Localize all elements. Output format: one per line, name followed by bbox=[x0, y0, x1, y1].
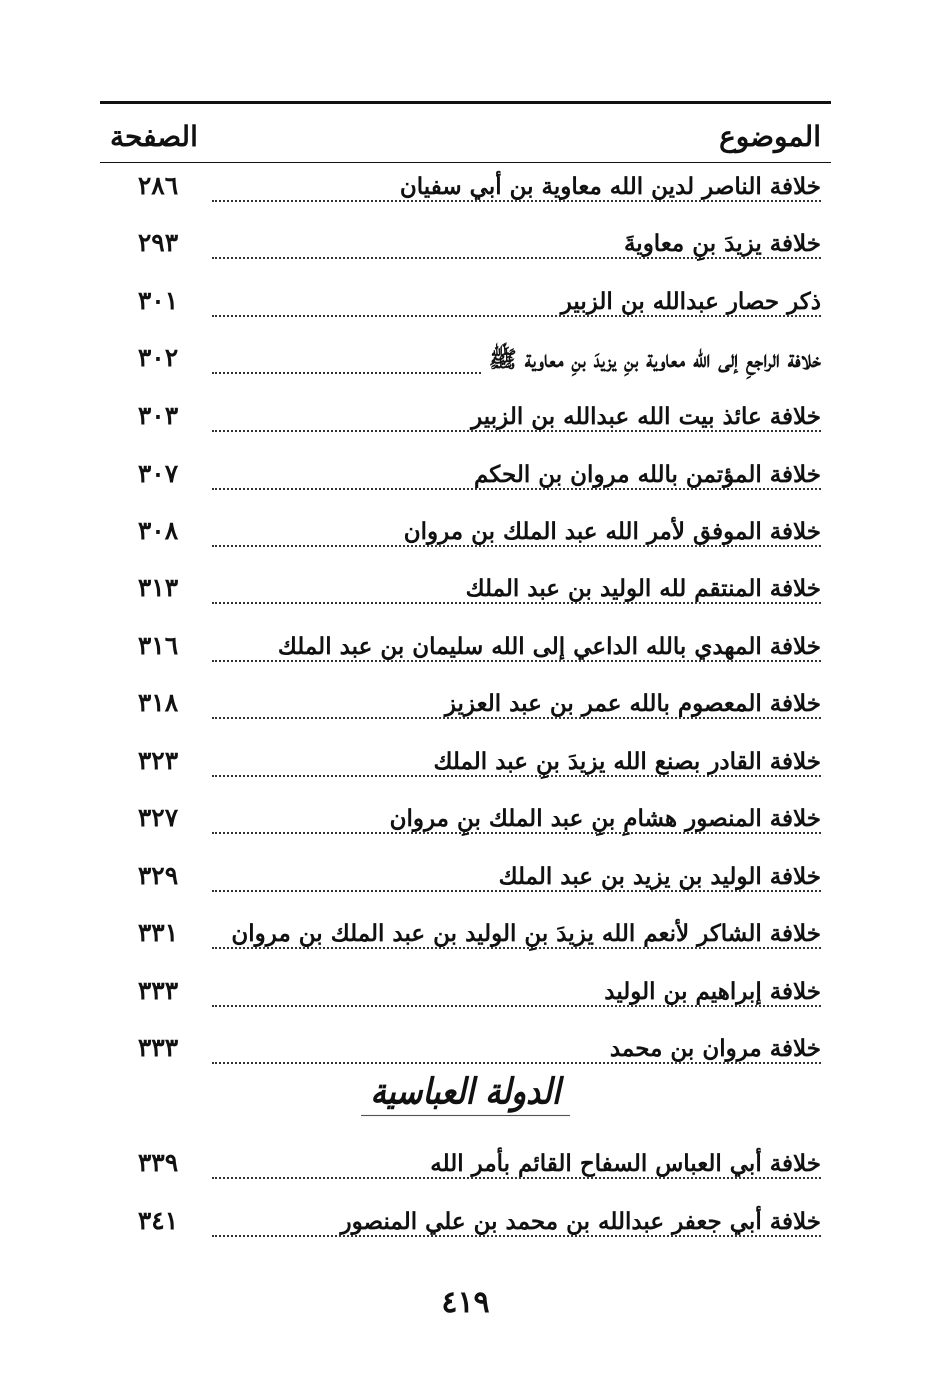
dot-leader bbox=[212, 488, 821, 490]
toc-page-number: ٣٣٩ bbox=[137, 1148, 179, 1177]
toc-title: خلافة الشاكر لأنعم الله يزيدَ بنِ الوليد بن عبد الملك بن مروان bbox=[223, 920, 821, 947]
toc-title: خلافة المنصور هشامِ بنِ عبد الملك بنِ مروان bbox=[382, 805, 821, 832]
toc-row bbox=[100, 912, 831, 962]
toc-page-number: ٣٣١ bbox=[137, 918, 179, 947]
toc-row bbox=[100, 1200, 831, 1250]
toc-title: خلافة الموفق لأمر الله عبد الملك بن مروان bbox=[396, 518, 821, 545]
toc-page-number: ٣١٦ bbox=[137, 631, 179, 660]
dot-leader bbox=[212, 602, 821, 604]
dot-leader bbox=[212, 947, 821, 949]
table-header bbox=[100, 112, 831, 163]
toc-row bbox=[100, 453, 831, 503]
toc-title: خلافة المنتقم لله الوليد بن عبد الملك bbox=[458, 575, 821, 602]
dot-leader bbox=[212, 1235, 821, 1237]
toc-row bbox=[100, 395, 831, 445]
toc-page-number: ٣٢٧ bbox=[137, 803, 179, 832]
section-heading bbox=[0, 1072, 931, 1113]
toc-page-number: ٢٨٦ bbox=[137, 171, 179, 200]
dot-leader bbox=[212, 545, 821, 547]
toc-row bbox=[100, 165, 831, 215]
toc-row bbox=[100, 797, 831, 847]
dot-leader bbox=[212, 1062, 821, 1064]
dot-leader bbox=[212, 315, 821, 317]
toc-title: ذكر حصار عبدالله بن الزبير bbox=[553, 288, 821, 315]
dot-leader bbox=[212, 1177, 821, 1179]
toc-title: خلافة الوليد بن يزيد بن عبد الملك bbox=[491, 863, 821, 890]
toc-title: خلافة المهدي بالله الداعي إلى الله سليمان بن عبد الملك bbox=[270, 633, 821, 660]
toc-page-number: ٣١٨ bbox=[137, 688, 179, 717]
topic-column-label: الموضوع bbox=[719, 120, 821, 153]
dot-leader bbox=[212, 832, 821, 834]
toc-row bbox=[100, 855, 831, 905]
toc-page-number: ٢٩٣ bbox=[137, 228, 179, 257]
dot-leader bbox=[212, 775, 821, 777]
dot-leader bbox=[212, 1005, 821, 1007]
toc-page-number: ٣٠١ bbox=[137, 286, 179, 315]
toc-page-number: ٣٣٣ bbox=[137, 1033, 179, 1062]
toc-row bbox=[100, 337, 831, 387]
dot-leader bbox=[212, 717, 821, 719]
toc-page-number: ٣٢٩ bbox=[137, 861, 179, 890]
dot-leader bbox=[212, 200, 821, 202]
top-rule bbox=[100, 101, 831, 104]
toc-title: خلافة المؤتمن بالله مروان بن الحكم bbox=[466, 461, 821, 488]
toc-title: خلافة يزيدَ بنِ معاويةَ bbox=[616, 230, 821, 257]
section-heading-text: الدولة العباسية bbox=[361, 1069, 571, 1116]
dot-leader bbox=[212, 430, 821, 432]
page-number: ٤١٩ bbox=[441, 1285, 490, 1320]
toc-row bbox=[100, 625, 831, 675]
toc-title: خلافة الناصر لدين الله معاوية بن أبي سفيان bbox=[392, 173, 821, 200]
toc-row bbox=[100, 280, 831, 330]
toc-page-number: ٣٣٣ bbox=[137, 976, 179, 1005]
toc-page-number: ٣٠٧ bbox=[137, 459, 179, 488]
toc-title: خلافة المعصوم بالله عمر بن عبد العزيز bbox=[437, 690, 821, 717]
dot-leader bbox=[212, 257, 821, 259]
toc-row bbox=[100, 682, 831, 732]
toc-page-number: ٣٠٢ bbox=[137, 343, 179, 372]
toc-title: خلافة إبراهيم بن الوليد bbox=[596, 978, 821, 1005]
toc-row bbox=[100, 1142, 831, 1192]
toc-title: خلافة أبي العباس السفاح القائم بأمر الله bbox=[422, 1150, 821, 1177]
toc-page-number: ٣٠٨ bbox=[137, 516, 179, 545]
dot-leader bbox=[212, 660, 821, 662]
toc-title: خلافة الراجعِ إلى الله معاوية بنِ يزيدَ بنِ معاوية ﷺ bbox=[481, 345, 821, 379]
dot-leader bbox=[212, 890, 821, 892]
toc-row bbox=[100, 970, 831, 1020]
toc-title: خلافة مروان بن محمد bbox=[602, 1035, 821, 1062]
toc-title: خلافة القادر بصنع الله يزيدَ بنِ عبد الملك bbox=[426, 748, 822, 775]
page-column-label: الصفحة bbox=[110, 120, 198, 153]
toc-page-number: ٣٢٣ bbox=[137, 746, 179, 775]
toc-row bbox=[100, 740, 831, 790]
toc-row bbox=[100, 510, 831, 560]
toc-page-number: ٣٠٣ bbox=[137, 401, 179, 430]
toc-row bbox=[100, 567, 831, 617]
toc-page-number: ٣٤١ bbox=[137, 1206, 179, 1235]
toc-page-number: ٣١٣ bbox=[137, 573, 179, 602]
toc-title: خلافة عائذ بيت الله عبدالله بن الزبير bbox=[463, 403, 821, 430]
toc-title: خلافة أبي جعفر عبدالله بن محمد بن علي المنصور bbox=[333, 1208, 821, 1235]
toc-row bbox=[100, 222, 831, 272]
